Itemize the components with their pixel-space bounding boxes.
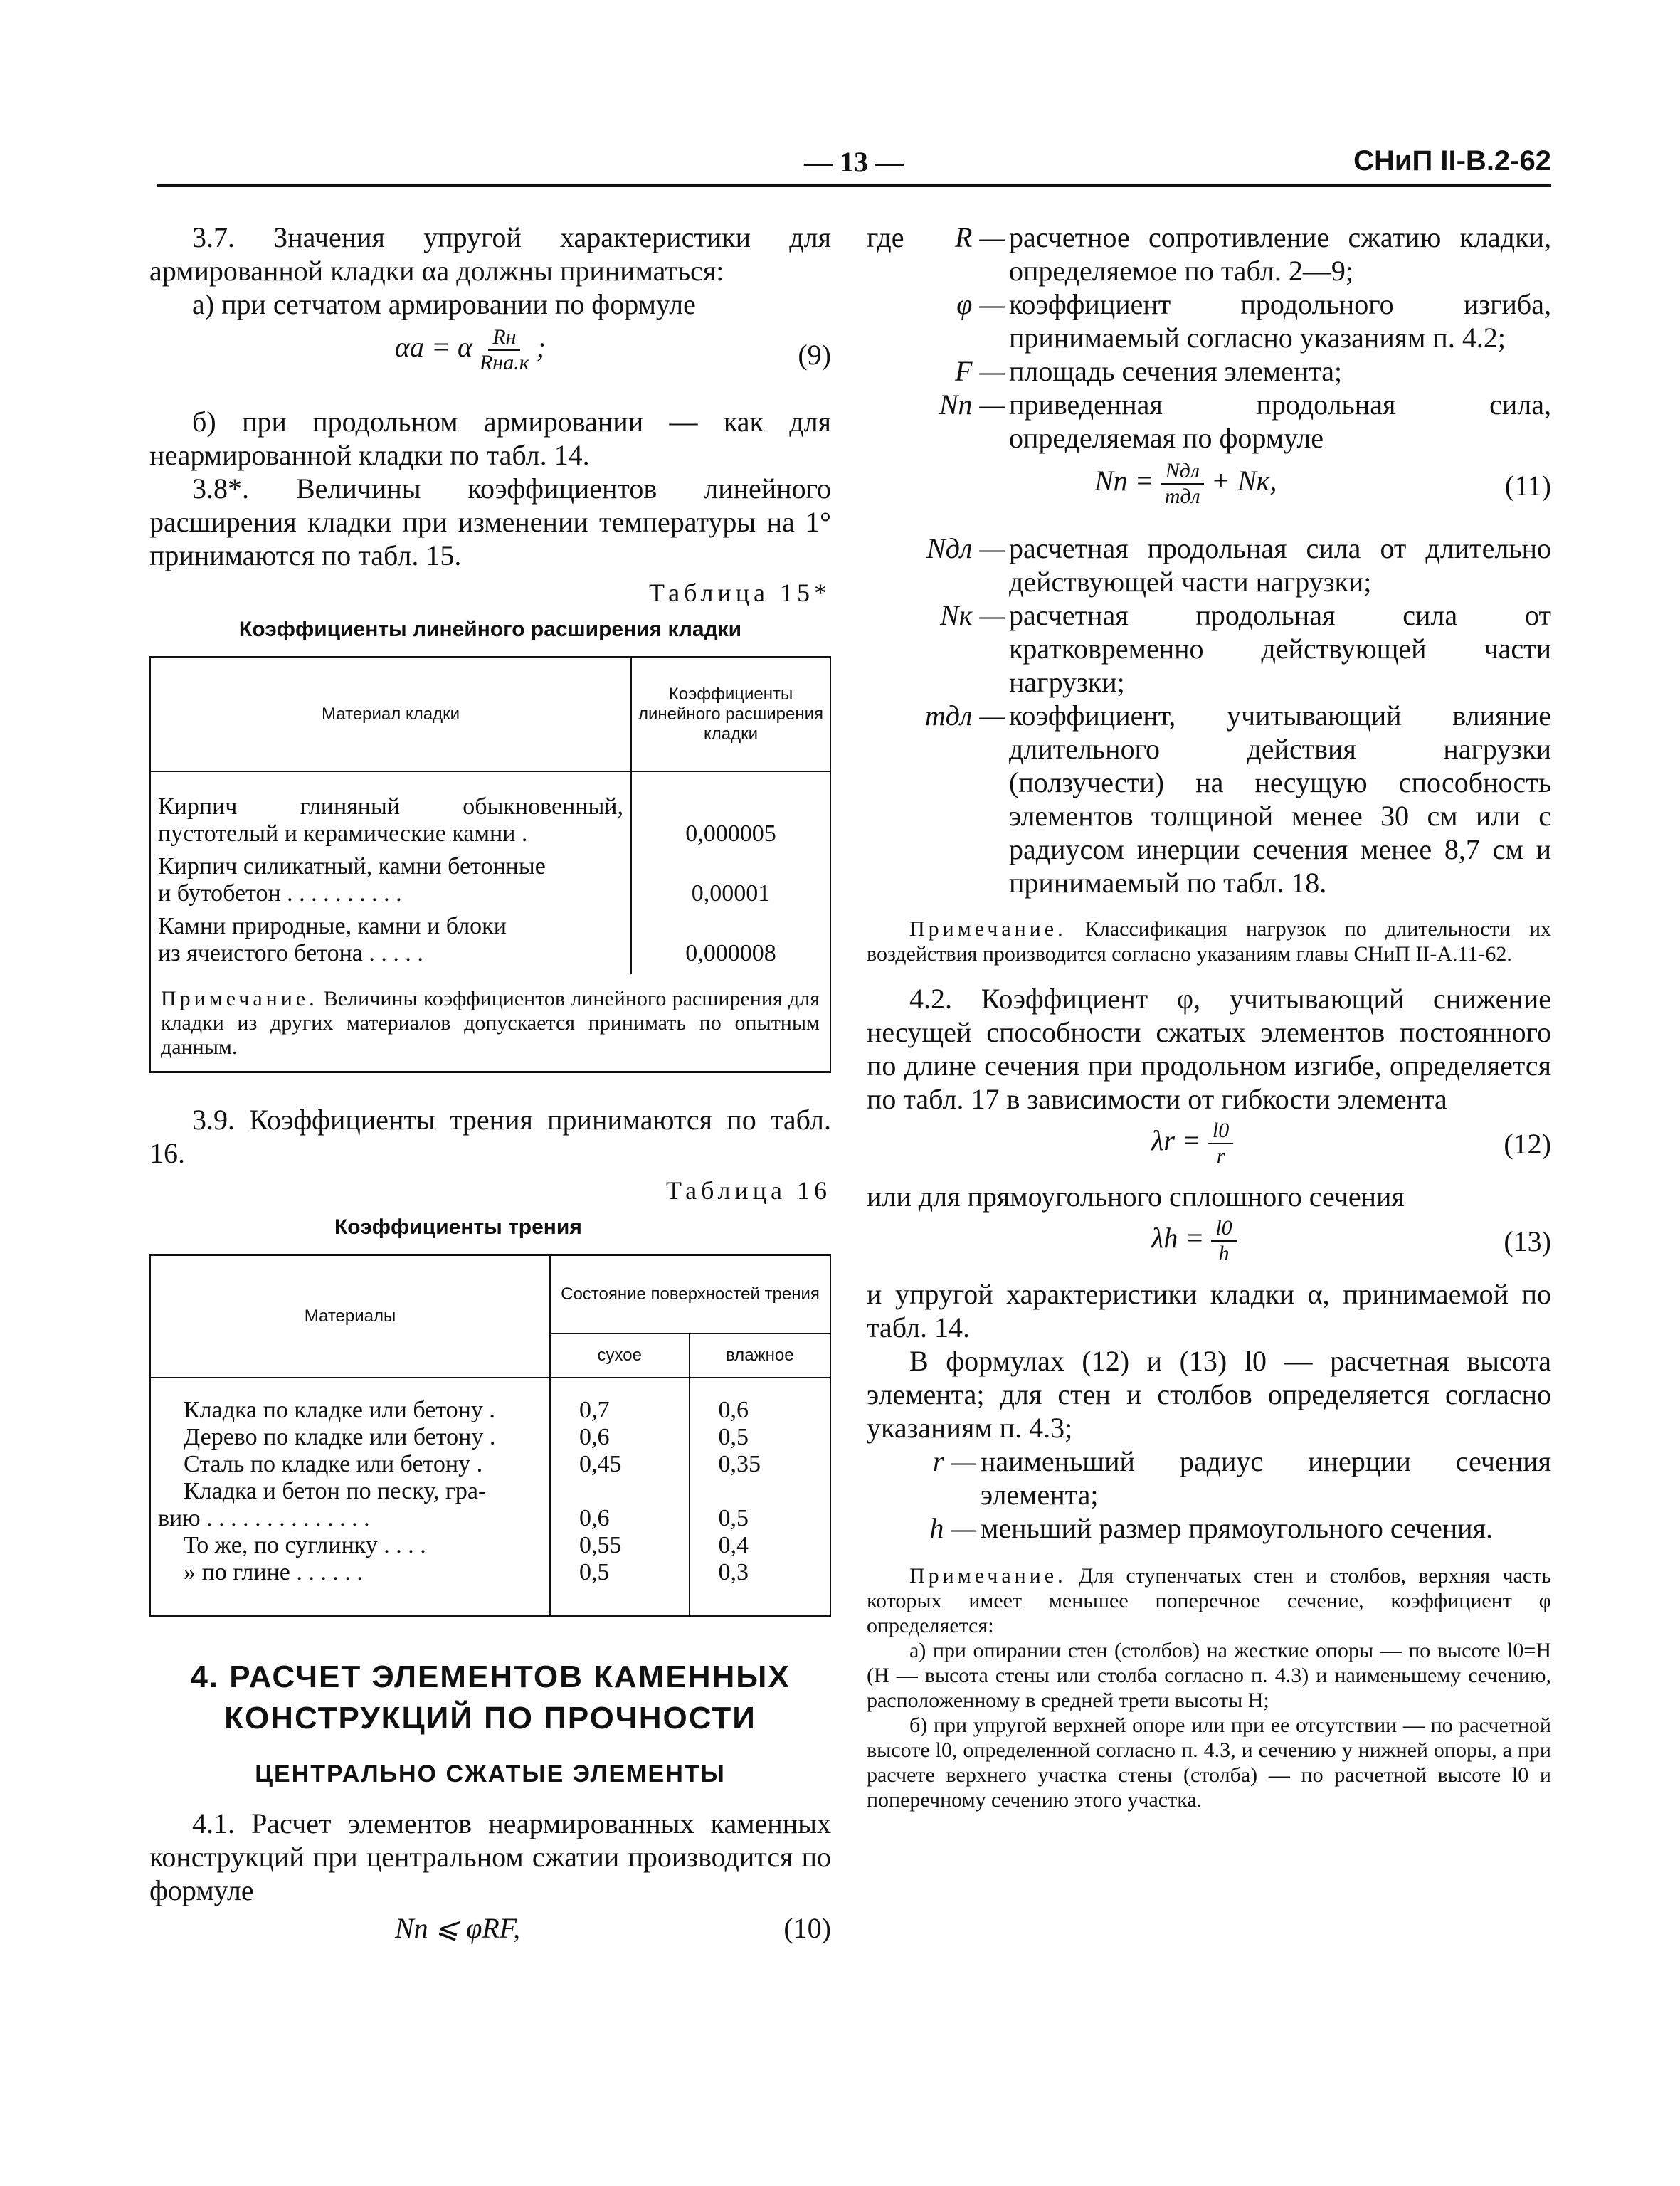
definition-mdl: коэффициент, учитывающий влияние длительного действия нагрузки (ползучести) на несущую способность элементов толщиной менее 30 см или с радиусом инерции сечения менее 8,7 см и принимаемый по табл. 18. — [1009, 699, 1551, 899]
page-number: — 13 — — [804, 146, 904, 178]
subsection-heading: ЦЕНТРАЛЬНО СЖАТЫЕ ЭЛЕМЕНТЫ — [255, 1760, 726, 1788]
table-row: Дерево по кладке или бетону . 0,6 0,5 — [151, 1424, 830, 1451]
formula-9-tail: ; — [536, 331, 546, 364]
table-row: Кирпич глиняный обыкновенный, — [151, 793, 830, 820]
document-code: СНиП II-В.2-62 — [1353, 145, 1551, 176]
note-2: Примечание. Для ступенчатых стен и столбов, верхняя часть которых имеет меньшее поперечное сечение, коэффициент φ определяется: а) при опирании стен (столбов) на жесткие опоры — по высоте l0=H (H — высота стены или столба согласно п. 4.3) и наименьшему сечению, расположенному в средней трети высоты H; б) при упругой верхней опоре или при ее отсутствии — по расчетной высоте l0, определенной согласно п. 4.3, и сечению у нижней опоры, а при расчете верхнего участка стены (столба) — по расчетной высоте l0 и поперечному сечению этого участка. — [867, 1564, 1551, 1812]
definition-Nk: расчетная продольная сила от кратковременно действующей части нагрузки; — [1009, 599, 1551, 698]
page-header — [157, 142, 1551, 182]
formula-10-number: (10) — [783, 1912, 831, 1944]
formula-10-expression: Nп ⩽ φRF, — [395, 1912, 521, 1944]
definition-Np: приведенная продольная сила, определяемая по формуле — [1009, 389, 1551, 454]
clause-3-9: 3.9. Коэффициенты трения принимаются по табл. 16. — [149, 1104, 831, 1169]
clause-3-8: 3.8*. Величины коэффициентов линейного расширения кладки при изменении температуры на 1° принимаются по табл. 15. — [149, 472, 831, 571]
table-row: Камни природные, камни и блоки — [151, 907, 830, 940]
definition-F: площадь сечения элемента; — [1009, 355, 1343, 387]
definition-Ndl: расчетная продольная сила от длительно действующей части нагрузки; — [1009, 532, 1551, 598]
formula-9-number: (9) — [798, 339, 831, 371]
clause-4-2-c: и упругой характеристики кладки α, принимаемой по табл. 14. — [867, 1278, 1551, 1343]
definitions-1: R — расчетное сопротивление сжатию кладки, определяемое по табл. 2—9; φ — коэффициент продольного изгиба, принимаемый согласно указаниям п. 4.2; F — площадь сечения элемента; Nп — приведенная продольная сила, определяемая по формуле — [939, 221, 1551, 454]
table-15-header-coefficient: Коэффициенты линейного расширения кладки — [631, 658, 830, 771]
table-row: Сталь по кладке или бетону . 0,45 0,35 — [151, 1451, 830, 1478]
table-row: Кирпич силикатный, камни бетонные — [151, 848, 830, 880]
table-row: и бутобетон . . . . . . . . . . 0,00001 — [151, 880, 830, 907]
table-16-header-dry: сухое — [550, 1334, 690, 1378]
clause-3-7: 3.7. Значения упругой характеристики для армированной кладки αа должны приниматься: — [149, 221, 831, 287]
formula-10 — [149, 1907, 831, 1950]
definition-R: расчетное сопротивление сжатию кладки, определяемое по табл. 2—9; — [1009, 221, 1551, 287]
formula-11-number: (11) — [1504, 470, 1551, 502]
table-row: Кладка и бетон по песку, гра- — [151, 1478, 830, 1505]
formula-9-denominator: Rна.к — [479, 351, 529, 374]
formula-12: λr = $\frac{l0}{r}$ (12) — [1151, 1119, 1551, 1168]
left-column — [149, 221, 831, 1950]
table-15-note: Примечание. Величины коэффициентов линейного расширения для кладки из других материалов допускается принимать по опытным данным. — [161, 987, 820, 1059]
table-row: из ячеистого бетона . . . . . 0,000008 — [151, 940, 830, 974]
table-row: Кладка по кладке или бетону . 0,7 0,6 — [151, 1397, 830, 1424]
clause-4-2: 4.2. Коэффициент φ, учитывающий снижение несущей способности сжатых элементов постоянного по длине сечения при продольном изгибе, определяется по табл. 17 в зависимости от гибкости элемента — [867, 983, 1551, 1115]
table-16-header-surface: Состояние поверхностей трения — [550, 1256, 830, 1334]
table-16-caption: Таблица 16 — [666, 1176, 831, 1205]
table-row: пустотелый и керамические камни . 0,000005 — [151, 820, 830, 848]
clause-3-7-b: б) при продольном армировании — как для неармированной кладки по табл. 14. — [149, 406, 831, 471]
clause-4-1: 4.1. Расчет элементов неармированных каменных конструкций при центральном сжатии производится по формуле — [149, 1807, 831, 1906]
table-15-caption: Таблица 15* — [649, 579, 831, 607]
note-2-a: а) при опирании стен (столбов) на жесткие опоры — по высоте l0=H (H — высота стены или столба согласно п. 4.3) и наименьшему сечению, расположенному в средней трети высоты H; — [867, 1639, 1551, 1712]
table-row: вию . . . . . . . . . . . . . . 0,6 0,5 — [151, 1505, 830, 1532]
formula-13-number: (13) — [1504, 1225, 1551, 1257]
table-16 — [149, 1254, 831, 1617]
definitions-2: Nдл — расчетная продольная сила от длительно действующей части нагрузки; Nк — расчетная продольная сила от кратковременно действующей части нагрузки; mдл — коэффициент, учитывающий влияние длительного действия нагрузки (ползучести) на несущую способность элементов толщиной менее 30 см или с радиусом инерции сечения менее 8,7 см и принимаемый по табл. 18. — [924, 532, 1551, 899]
formula-9-numerator: Rн — [488, 325, 520, 351]
formula-11-fraction: $\frac{\text{Nдл}}{\text{mдл}}$ — [1161, 459, 1204, 509]
table-16-header-materials: Материалы — [151, 1256, 550, 1378]
formula-11: Nп = $\frac{\text{Nдл}}{\text{mдл}}$ + Nк, (11) — [1094, 459, 1551, 508]
clause-3-7-a: а) при сетчатом армировании по формуле — [192, 288, 696, 320]
formula-9-lhs: αа = α — [395, 331, 472, 364]
table-row: То же, по суглинку . . . . 0,55 0,4 — [151, 1532, 830, 1559]
note-1: Примечание. Классификация нагрузок по длительности их воздействия производится согласно указаниям главы СНиП II-А.11-62. — [867, 917, 1552, 966]
formula-9-fraction — [480, 325, 529, 375]
definition-phi: коэффициент продольного изгиба, принимаемый согласно указаниям п. 4.2; — [1009, 288, 1551, 354]
table-15-header-material: Материал кладки — [151, 658, 631, 771]
table-row: » по глине . . . . . . 0,5 0,3 — [151, 1559, 830, 1615]
header-rule — [157, 184, 1551, 187]
definition-h: меньший размер прямоугольного сечения. — [981, 1512, 1493, 1544]
formula-9 — [149, 321, 831, 405]
clause-4-2-d: В формулах (12) и (13) l0 — расчетная высота элемента; для стен и столбов определяется согласно указаниям п. 4.3; — [867, 1345, 1551, 1444]
section-4-heading: 4. РАСЧЕТ ЭЛЕМЕНТОВ КАМЕННЫХ КОНСТРУКЦИЙ ПО ПРОЧНОСТИ — [190, 1659, 791, 1736]
right-column — [867, 221, 1551, 1812]
table-16-header-wet: влажное — [690, 1334, 830, 1378]
formula-13: λh = $\frac{l0}{h}$ (13) — [1151, 1216, 1551, 1265]
note-2-b: б) при упругой верхней опоре или при ее отсутствии — по расчетной высоте l0, определенной согласно п. 4.3, и сечению у нижней опоры, а при расчете верхнего участка стены (столба) — по расчетной высоте l0 и поперечному сечению этого участка. — [867, 1714, 1551, 1812]
table-15 — [149, 656, 831, 1073]
definitions-3: r — наименьший радиус инерции сечения элемента; h — меньший размер прямоугольного сечения. — [929, 1445, 1551, 1544]
formula-12-number: (12) — [1504, 1128, 1551, 1160]
table-15-title: Коэффициенты линейного расширения кладки — [238, 618, 742, 641]
clause-4-2-alt: или для прямоугольного сплошного сечения — [867, 1181, 1405, 1213]
table-16-title: Коэффициенты трения — [334, 1215, 582, 1239]
where-label: где — [867, 221, 904, 253]
definition-r: наименьший радиус инерции сечения элемента; — [981, 1445, 1551, 1511]
